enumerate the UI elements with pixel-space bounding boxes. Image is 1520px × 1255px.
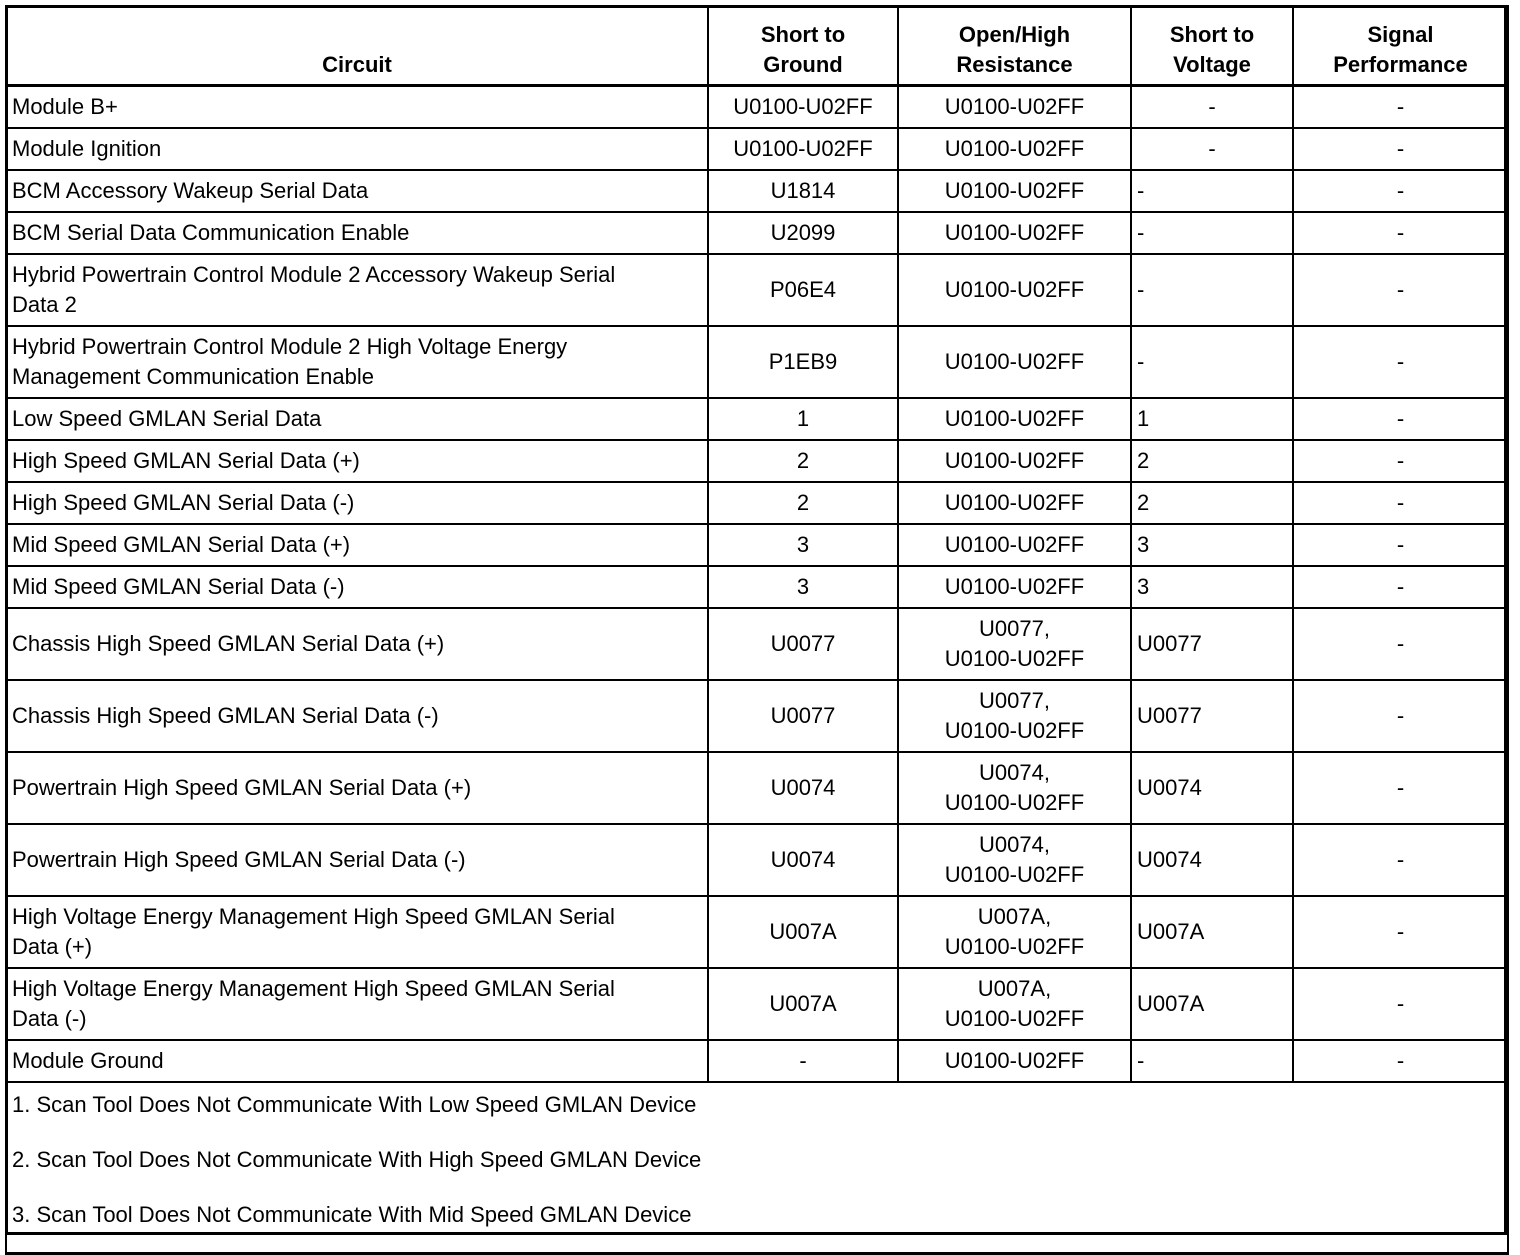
cell-circuit [6,608,708,680]
cell-signal-performance-text: - [1396,1048,1405,1073]
cell-open-high-resistance-text: U0100-U02FF [944,178,1085,203]
cell-signal-performance [1293,398,1508,440]
cell-open-high-resistance [898,212,1131,254]
cell-open-high-resistance-text: U0100-U02FF [944,448,1085,473]
cell-open-high-resistance [898,326,1131,398]
cell-circuit-text: Management Communication Enable [12,364,374,389]
cell-signal-performance [1293,86,1508,129]
cell-open-high-resistance [898,566,1131,608]
cell-circuit-text: Module B+ [12,94,118,119]
cell-short-to-voltage [1131,326,1293,398]
cell-circuit-text: High Voltage Energy Management High Speed GMLAN Serial [12,976,615,1001]
cell-open-high-resistance [898,170,1131,212]
header-open-high-resistance [898,6,1131,86]
cell-circuit-text: Data 2 [12,292,77,317]
cell-circuit [6,566,708,608]
table-row [6,566,1508,608]
cell-short-to-voltage [1131,566,1293,608]
cell-short-to-voltage [1131,824,1293,896]
cell-circuit [6,680,708,752]
cell-open-high-resistance-text: U0077, [979,688,1050,713]
cell-short-to-voltage-text: - [1137,1048,1145,1073]
cell-short-to-ground [708,254,898,326]
cell-circuit [6,128,708,170]
cell-signal-performance-text: - [1396,574,1405,599]
cell-signal-performance [1293,170,1508,212]
cell-circuit-text: Chassis High Speed GMLAN Serial Data (+) [12,631,445,656]
cell-open-high-resistance-text: U007A, [977,976,1052,1001]
cell-short-to-ground-text: - [799,1048,807,1073]
cell-circuit-text: BCM Accessory Wakeup Serial Data [12,178,369,203]
cell-circuit [6,254,708,326]
cell-short-to-voltage [1131,170,1293,212]
table-row [6,326,1508,398]
cell-signal-performance-text: - [1396,532,1405,557]
note-2: 2. Scan Tool Does Not Communicate With High Speed GMLAN Device [12,1147,702,1172]
cell-signal-performance [1293,482,1508,524]
cell-signal-performance-text: - [1396,136,1405,161]
cell-signal-performance-text: - [1396,178,1405,203]
cell-open-high-resistance-text: U0100-U02FF [944,1048,1085,1073]
cell-short-to-voltage [1131,212,1293,254]
cell-short-to-ground-text: U0074 [770,847,836,872]
cell-short-to-voltage-text: U0077 [1137,703,1202,728]
cell-open-high-resistance-text: U0100-U02FF [944,220,1085,245]
cell-circuit [6,896,708,968]
note-1: 1. Scan Tool Does Not Communicate With Low Speed GMLAN Device [12,1092,697,1117]
header-short-to-voltage-line1: Short to [1169,22,1255,47]
cell-open-high-resistance-text: U0100-U02FF [944,934,1085,959]
cell-short-to-voltage [1131,680,1293,752]
cell-open-high-resistance [898,680,1131,752]
cell-short-to-ground-text: U0077 [770,631,836,656]
cell-circuit [6,824,708,896]
table-row [6,86,1508,129]
cell-short-to-ground-text: U1814 [770,178,836,203]
cell-open-high-resistance [898,824,1131,896]
cell-open-high-resistance-text: U0100-U02FF [944,718,1085,743]
cell-short-to-ground [708,440,898,482]
header-short-to-ground-line2: Ground [763,52,843,77]
table-row [6,680,1508,752]
cell-circuit [6,524,708,566]
cell-circuit [6,440,708,482]
table-row [6,482,1508,524]
cell-short-to-ground-text: U007A [769,919,837,944]
table-row [6,440,1508,482]
cell-circuit-text: Data (-) [12,1006,87,1031]
cell-open-high-resistance-text: U0100-U02FF [944,406,1085,431]
cell-short-to-voltage-text: - [1208,136,1216,161]
table-row [6,968,1508,1040]
table-row [6,824,1508,896]
header-short-to-ground [708,6,898,86]
cell-circuit [6,1040,708,1082]
cell-signal-performance [1293,1040,1508,1082]
notes-cell [6,1082,1508,1254]
cell-signal-performance [1293,968,1508,1040]
cell-signal-performance [1293,608,1508,680]
cell-circuit-text: Chassis High Speed GMLAN Serial Data (-) [12,703,439,728]
cell-short-to-ground [708,212,898,254]
cell-open-high-resistance-text: U0100-U02FF [944,94,1085,119]
cell-short-to-voltage [1131,398,1293,440]
header-circuit-label: Circuit [322,52,392,77]
cell-short-to-ground-text: U0077 [770,703,836,728]
cell-open-high-resistance-text: U007A, [977,904,1052,929]
table-row [6,398,1508,440]
table-row [6,1040,1508,1082]
header-short-to-ground-line1: Short to [760,22,846,47]
cell-short-to-voltage-text: 3 [1137,532,1150,557]
cell-signal-performance [1293,824,1508,896]
cell-short-to-voltage-text: 1 [1137,406,1150,431]
header-signal-performance-line2: Performance [1333,52,1468,77]
cell-signal-performance-text: - [1396,349,1405,374]
cell-short-to-ground [708,86,898,129]
header-open-high-resistance-line2: Resistance [956,52,1073,77]
cell-short-to-ground [708,968,898,1040]
cell-short-to-ground-text: U2099 [770,220,836,245]
cell-short-to-ground [708,896,898,968]
cell-circuit-text: High Voltage Energy Management High Speed GMLAN Serial [12,904,615,929]
cell-short-to-voltage [1131,608,1293,680]
cell-open-high-resistance [898,1040,1131,1082]
cell-circuit [6,86,708,129]
cell-open-high-resistance [898,608,1131,680]
cell-circuit [6,326,708,398]
cell-signal-performance [1293,524,1508,566]
cell-short-to-voltage-text: U0077 [1137,631,1202,656]
cell-signal-performance-text: - [1396,847,1405,872]
cell-circuit [6,482,708,524]
cell-short-to-ground-text: 2 [796,490,810,515]
cell-short-to-voltage [1131,968,1293,1040]
cell-circuit-text: Mid Speed GMLAN Serial Data (-) [12,574,345,599]
cell-open-high-resistance [898,896,1131,968]
cell-short-to-ground-text: P1EB9 [768,349,838,374]
cell-open-high-resistance [898,254,1131,326]
cell-open-high-resistance-text: U0100-U02FF [944,136,1085,161]
cell-signal-performance-text: - [1396,406,1405,431]
cell-short-to-ground-text: U0074 [770,775,836,800]
cell-circuit [6,968,708,1040]
cell-signal-performance-text: - [1396,919,1405,944]
cell-short-to-voltage-text: - [1137,178,1145,203]
cell-short-to-ground-text: 2 [796,448,810,473]
header-row [6,6,1508,86]
cell-short-to-voltage [1131,254,1293,326]
cell-open-high-resistance [898,482,1131,524]
cell-open-high-resistance-text: U0100-U02FF [944,574,1085,599]
cell-circuit-text: Data (+) [12,934,93,959]
cell-signal-performance [1293,254,1508,326]
header-signal-performance-line1: Signal [1367,22,1434,47]
cell-open-high-resistance [898,440,1131,482]
notes-row [6,1082,1508,1254]
note-3: 3. Scan Tool Does Not Communicate With Mid Speed GMLAN Device [12,1202,692,1227]
cell-open-high-resistance-text: U0100-U02FF [944,862,1085,887]
cell-signal-performance [1293,680,1508,752]
table-row [6,752,1508,824]
cell-open-high-resistance-text: U0074, [979,760,1050,785]
cell-short-to-voltage-text: U007A [1137,919,1205,944]
header-signal-performance [1293,6,1508,86]
cell-open-high-resistance-text: U0100-U02FF [944,532,1085,557]
cell-short-to-voltage-text: 2 [1137,490,1150,515]
cell-circuit [6,170,708,212]
cell-open-high-resistance-text: U0100-U02FF [944,490,1085,515]
cell-signal-performance [1293,128,1508,170]
cell-signal-performance-text: - [1396,631,1405,656]
dtc-symptom-table [5,5,1509,1255]
cell-short-to-ground [708,824,898,896]
cell-short-to-ground [708,326,898,398]
cell-short-to-ground-text: U007A [769,991,837,1016]
cell-circuit-text: Powertrain High Speed GMLAN Serial Data (+) [12,775,472,800]
cell-signal-performance-text: - [1396,991,1405,1016]
cell-circuit [6,398,708,440]
cell-short-to-ground [708,752,898,824]
cell-short-to-ground [708,1040,898,1082]
cell-circuit-text: High Speed GMLAN Serial Data (-) [12,490,355,515]
cell-short-to-voltage-text: - [1137,220,1145,245]
cell-signal-performance-text: - [1396,94,1405,119]
header-short-to-voltage-line2: Voltage [1173,52,1251,77]
cell-circuit-text: Module Ignition [12,136,162,161]
cell-circuit-text: Powertrain High Speed GMLAN Serial Data (-) [12,847,466,872]
cell-short-to-voltage-text: - [1208,94,1216,119]
cell-short-to-voltage-text: - [1137,349,1145,374]
table-body [6,86,1508,1083]
cell-short-to-voltage [1131,482,1293,524]
cell-short-to-ground [708,680,898,752]
cell-open-high-resistance-text: U0100-U02FF [944,646,1085,671]
cell-short-to-ground-text: 3 [796,574,810,599]
cell-signal-performance [1293,212,1508,254]
cell-circuit-text: Module Ground [12,1048,164,1073]
header-short-to-voltage [1131,6,1293,86]
cell-signal-performance [1293,752,1508,824]
cell-short-to-ground [708,170,898,212]
cell-short-to-ground [708,398,898,440]
cell-signal-performance-text: - [1396,277,1405,302]
cell-open-high-resistance-text: U0100-U02FF [944,790,1085,815]
cell-open-high-resistance [898,524,1131,566]
cell-signal-performance-text: - [1396,220,1405,245]
cell-signal-performance [1293,566,1508,608]
cell-short-to-voltage [1131,752,1293,824]
cell-short-to-ground-text: U0100-U02FF [733,94,873,119]
cell-short-to-voltage-text: U007A [1137,991,1205,1016]
cell-circuit-text: Low Speed GMLAN Serial Data [12,406,322,431]
cell-short-to-voltage [1131,440,1293,482]
cell-open-high-resistance [898,398,1131,440]
cell-short-to-ground [708,566,898,608]
table-row [6,212,1508,254]
cell-signal-performance-text: - [1396,775,1405,800]
header-open-high-resistance-line1: Open/High [958,22,1071,47]
cell-short-to-voltage [1131,896,1293,968]
header-circuit [6,6,708,86]
cell-open-high-resistance [898,128,1131,170]
cell-short-to-voltage-text: 3 [1137,574,1150,599]
cell-signal-performance-text: - [1396,448,1405,473]
cell-short-to-ground [708,482,898,524]
table-row [6,170,1508,212]
cell-signal-performance [1293,440,1508,482]
cell-circuit-text: High Speed GMLAN Serial Data (+) [12,448,360,473]
cell-short-to-voltage-text: - [1137,277,1145,302]
cell-open-high-resistance-text: U0100-U02FF [944,1006,1085,1031]
cell-open-high-resistance [898,752,1131,824]
cell-short-to-ground [708,128,898,170]
cell-short-to-voltage-text: U0074 [1137,775,1202,800]
cell-short-to-ground-text: 1 [796,406,810,431]
cell-short-to-voltage-text: 2 [1137,448,1150,473]
cell-signal-performance [1293,896,1508,968]
cell-signal-performance-text: - [1396,490,1405,515]
cell-short-to-voltage [1131,524,1293,566]
cell-short-to-ground [708,608,898,680]
cell-short-to-ground-text: 3 [796,532,810,557]
cell-short-to-voltage [1131,86,1293,129]
cell-open-high-resistance-text: U0100-U02FF [944,277,1085,302]
cell-short-to-ground-text: P06E4 [769,277,837,302]
cell-open-high-resistance [898,86,1131,129]
cell-short-to-voltage-text: U0074 [1137,847,1202,872]
cell-circuit-text: Hybrid Powertrain Control Module 2 Accessory Wakeup Serial [12,262,616,287]
cell-open-high-resistance-text: U0074, [979,832,1050,857]
cell-open-high-resistance-text: U0077, [979,616,1050,641]
cell-signal-performance [1293,326,1508,398]
cell-circuit [6,212,708,254]
table-row [6,128,1508,170]
cell-short-to-voltage [1131,1040,1293,1082]
table-row [6,524,1508,566]
cell-short-to-ground [708,524,898,566]
cell-open-high-resistance [898,968,1131,1040]
table-row [6,254,1508,326]
cell-open-high-resistance-text: U0100-U02FF [944,349,1085,374]
table-row [6,896,1508,968]
cell-circuit-text: BCM Serial Data Communication Enable [12,220,410,245]
cell-short-to-voltage [1131,128,1293,170]
cell-circuit-text: Mid Speed GMLAN Serial Data (+) [12,532,351,557]
table-row [6,608,1508,680]
cell-circuit [6,752,708,824]
cell-signal-performance-text: - [1396,703,1405,728]
cell-circuit-text: Hybrid Powertrain Control Module 2 High Voltage Energy [12,334,568,359]
cell-short-to-ground-text: U0100-U02FF [733,136,873,161]
